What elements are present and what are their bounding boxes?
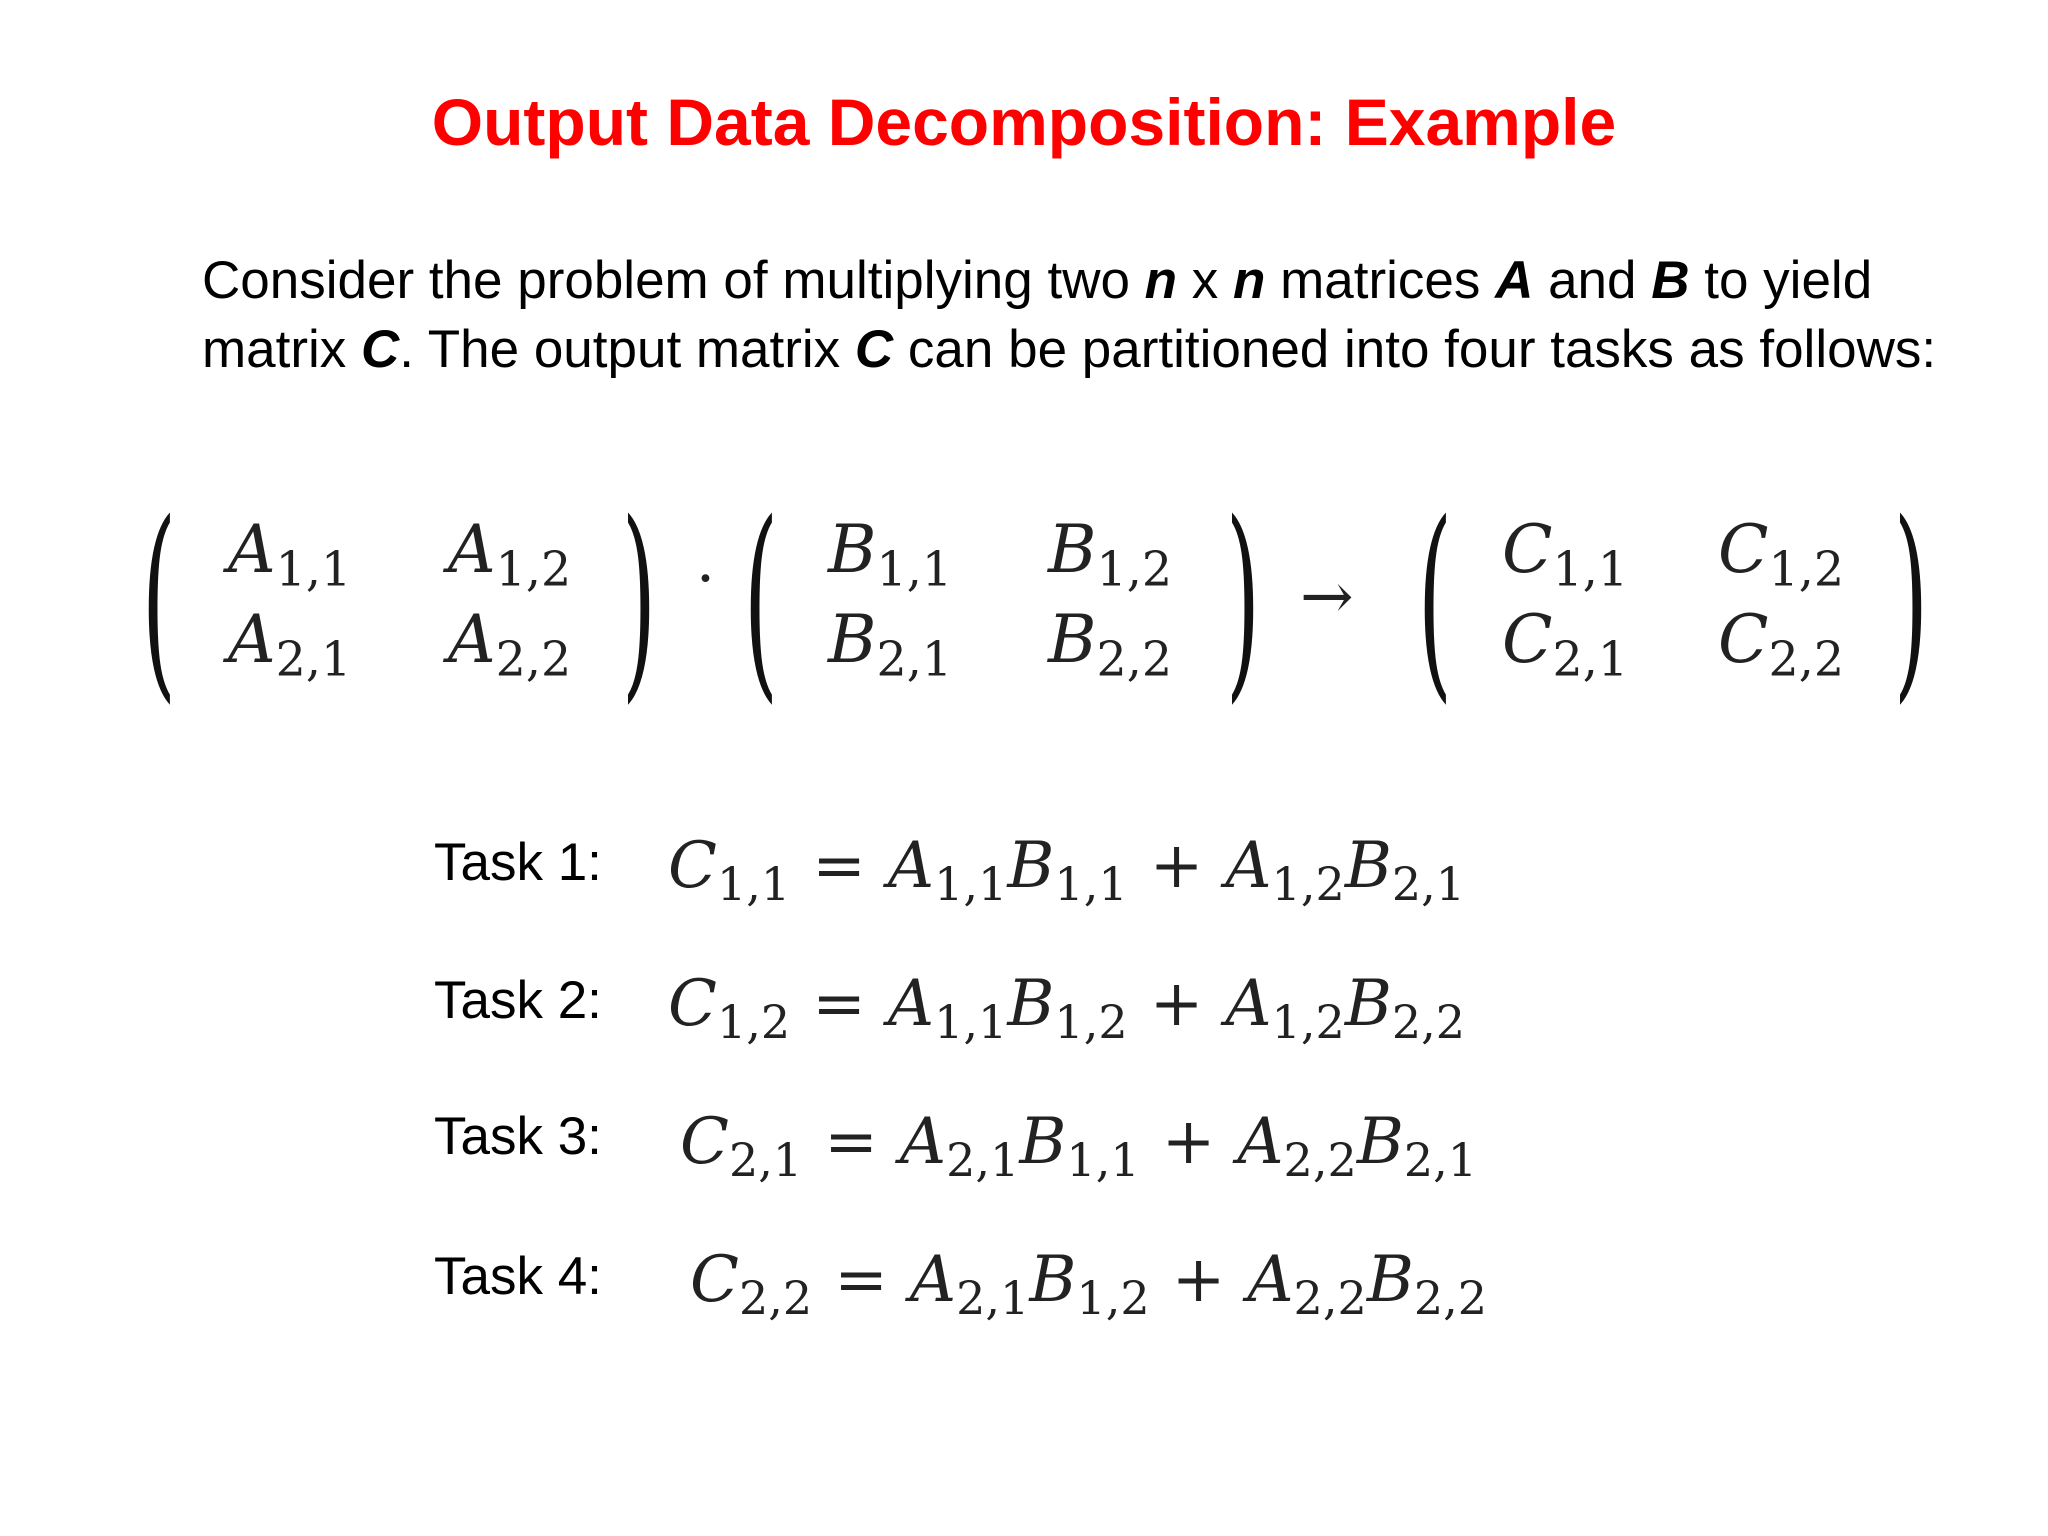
task-1-equation: $C_{1,1} = A_{1,1}B_{1,1} + A_{1,2}B_{2,1}$ <box>668 829 1466 911</box>
matrix-a-cell-11: $A_{1,1}$ <box>228 511 352 598</box>
intro-paragraph <box>202 246 1962 384</box>
intro-var-n1: n <box>1144 251 1178 310</box>
task-4-equation: $C_{2,2} = A_{2,1}B_{1,2} + A_{2,2}B_{2,2}$ <box>690 1243 1488 1325</box>
matrix-equation <box>140 477 1960 730</box>
intro-var-b: B <box>1651 251 1690 310</box>
matrix-a-right-paren: ) <box>621 477 657 722</box>
task-4-label: Task 4: <box>434 1247 602 1306</box>
intro-text-7: can be partitioned into four tasks as follows: <box>893 320 1937 379</box>
matrix-b-cell-11: $B_{1,1}$ <box>828 511 953 598</box>
matrix-c-cell-21: $C_{2,1}$ <box>1502 601 1629 688</box>
maps-to-arrow: → <box>1300 560 1354 634</box>
intro-var-c1: C <box>361 320 400 379</box>
intro-var-c2: C <box>854 320 894 379</box>
intro-text-6: . The output matrix <box>399 320 855 379</box>
matrix-c-cell-12: $C_{1,2}$ <box>1718 511 1845 598</box>
intro-text-2: x <box>1177 251 1233 310</box>
matrix-c-right-paren: ) <box>1893 477 1929 722</box>
matrix-c-left-paren: ( <box>1417 477 1453 722</box>
intro-var-a: A <box>1495 251 1534 310</box>
task-3-equation: $C_{2,1} = A_{2,1}B_{1,1} + A_{2,2}B_{2,1}$ <box>680 1105 1478 1187</box>
task-1-label: Task 1: <box>434 833 602 892</box>
matrix-b-cell-21: $B_{2,1}$ <box>828 601 953 688</box>
matrix-b-cell-12: $B_{1,2}$ <box>1048 511 1173 598</box>
matrix-a-left-paren: ( <box>141 477 177 722</box>
matrix-b-cell-22: $B_{2,2}$ <box>1048 601 1173 688</box>
intro-var-n2: n <box>1233 251 1266 310</box>
multiply-dot: · <box>696 544 716 614</box>
intro-text-4: and <box>1533 251 1652 310</box>
matrix-c-cell-11: $C_{1,1}$ <box>1502 511 1629 598</box>
intro-text-5: to yield matrix <box>202 251 1873 379</box>
task-3-label: Task 3: <box>434 1107 602 1166</box>
slide-title: Output Data Decomposition: Example <box>431 85 1617 159</box>
task-2-equation: $C_{1,2} = A_{1,1}B_{1,2} + A_{1,2}B_{2,2}$ <box>668 967 1466 1049</box>
intro-text-3: matrices <box>1265 251 1496 310</box>
matrix-a-cell-22: $A_{2,2}$ <box>448 601 572 688</box>
matrix-a-cell-12: $A_{1,2}$ <box>448 511 572 598</box>
task-2-label: Task 2: <box>434 971 602 1030</box>
matrix-b-right-paren: ) <box>1225 477 1261 722</box>
matrix-b-left-paren: ( <box>743 477 779 722</box>
matrix-c-cell-22: $C_{2,2}$ <box>1718 601 1845 688</box>
intro-text-1: Consider the problem of multiplying two <box>202 251 1145 310</box>
matrix-a-cell-21: $A_{2,1}$ <box>228 601 352 688</box>
